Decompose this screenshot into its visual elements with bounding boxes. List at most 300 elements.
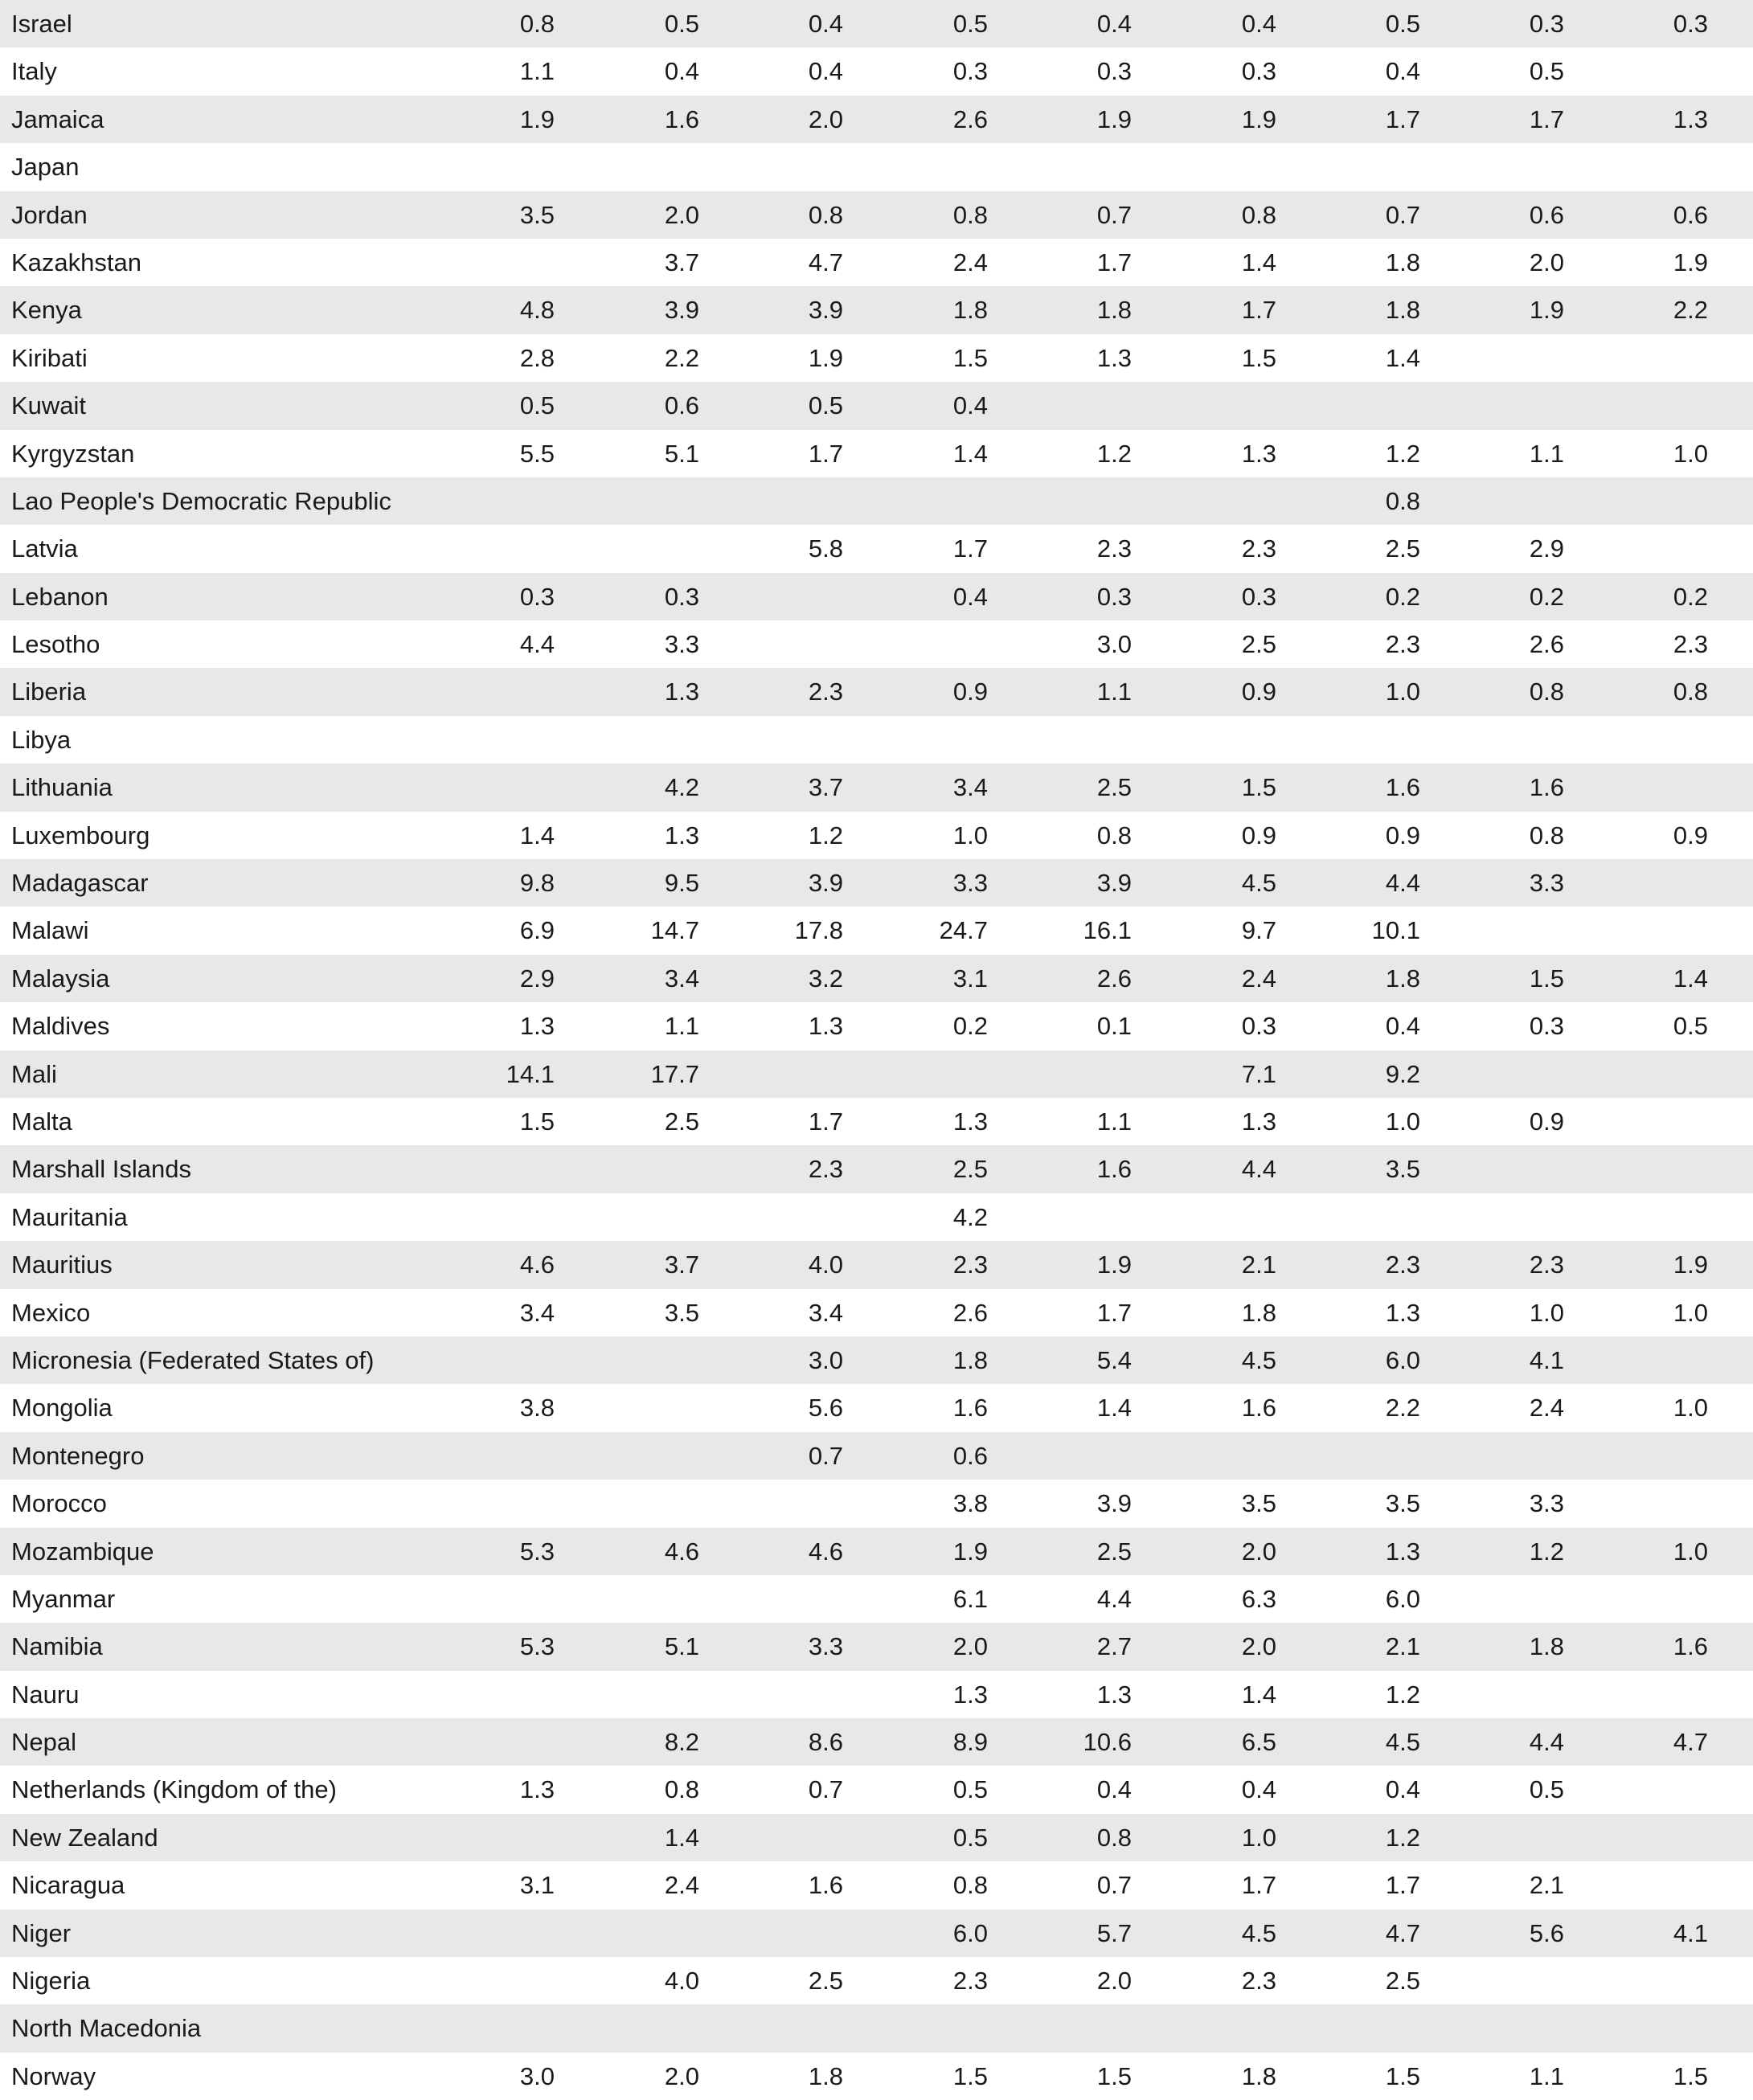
country-name: Latvia — [11, 534, 78, 563]
value-cell: 2.8 — [519, 343, 555, 372]
value-cell — [458, 1814, 555, 1861]
value-cell: 4.2 — [664, 773, 699, 802]
value-cell: 0.4 — [1385, 57, 1420, 86]
value-cell: 1.9 — [1673, 248, 1708, 276]
value-cell: 0.7 — [808, 1441, 843, 1470]
value-cell — [747, 1814, 843, 1861]
value-cell — [458, 1671, 555, 1718]
value-cell — [1468, 334, 1564, 382]
value-cell: 4.7 — [1673, 1728, 1708, 1757]
country-name: Libya — [11, 725, 72, 754]
value-cell: 0.3 — [1096, 582, 1132, 611]
value-cell — [1612, 1766, 1708, 1813]
value-cell: 1.5 — [1096, 2061, 1132, 2090]
value-cell: 0.8 — [664, 1775, 699, 1804]
value-cell: 2.0 — [1241, 1632, 1276, 1661]
table-row — [0, 477, 1753, 525]
value-cell: 1.4 — [1241, 1680, 1276, 1709]
value-cell — [603, 525, 699, 572]
value-cell — [1612, 1432, 1708, 1480]
value-cell — [747, 1480, 843, 1527]
country-name: Kazakhstan — [11, 248, 141, 276]
value-cell — [1612, 1098, 1708, 1145]
value-cell — [458, 143, 555, 190]
value-cell: 0.4 — [1241, 10, 1276, 38]
value-cell: 8.2 — [664, 1728, 699, 1757]
country-name: Liberia — [11, 677, 87, 706]
value-cell: 0.5 — [664, 10, 699, 38]
value-cell: 1.7 — [952, 534, 988, 563]
value-cell: 0.8 — [1673, 677, 1708, 706]
value-cell: 0.4 — [1096, 10, 1132, 38]
value-cell: 2.6 — [952, 104, 988, 133]
country-name: Kuwait — [11, 391, 87, 420]
value-cell: 3.2 — [808, 964, 843, 993]
value-cell: 2.3 — [1529, 1251, 1564, 1279]
value-cell: 5.1 — [664, 439, 699, 468]
value-cell — [891, 620, 988, 668]
value-cell — [1612, 477, 1708, 525]
value-cell — [747, 620, 843, 668]
value-cell: 0.3 — [1241, 1012, 1276, 1041]
value-cell — [458, 2004, 555, 2052]
value-cell: 5.7 — [1096, 1918, 1132, 1947]
value-cell: 0.3 — [664, 582, 699, 611]
value-cell — [458, 1910, 555, 1957]
table-row — [0, 1145, 1753, 1193]
value-cell: 2.0 — [1529, 248, 1564, 276]
value-cell: 3.8 — [952, 1489, 988, 1518]
value-cell: 1.4 — [1385, 343, 1420, 372]
value-cell: 4.6 — [519, 1251, 555, 1279]
value-cell — [1612, 1575, 1708, 1623]
value-cell: 3.4 — [952, 773, 988, 802]
value-cell: 1.1 — [664, 1012, 699, 1041]
table-row — [0, 1861, 1753, 1909]
table-row — [0, 239, 1753, 286]
value-cell: 2.5 — [808, 1967, 843, 1996]
value-cell: 4.4 — [1096, 1584, 1132, 1613]
value-cell: 1.7 — [1385, 104, 1420, 133]
value-cell — [1612, 47, 1708, 95]
value-cell — [1180, 143, 1276, 190]
value-cell: 2.4 — [1529, 1394, 1564, 1423]
country-name: Malaysia — [11, 964, 110, 993]
value-cell: 4.1 — [1673, 1918, 1708, 1947]
value-cell: 2.0 — [664, 200, 699, 229]
value-cell — [1468, 1957, 1564, 2004]
value-cell — [1612, 525, 1708, 572]
value-cell: 0.2 — [952, 1012, 988, 1041]
value-cell: 1.8 — [952, 296, 988, 325]
value-cell: 6.5 — [1241, 1728, 1276, 1757]
table-row — [0, 668, 1753, 715]
country-name: Malta — [11, 1107, 72, 1136]
value-cell: 0.8 — [1529, 821, 1564, 849]
value-cell — [747, 1671, 843, 1718]
country-name: Kyrgyzstan — [11, 439, 135, 468]
country-name: Lesotho — [11, 630, 100, 659]
value-cell: 1.9 — [1096, 1251, 1132, 1279]
value-cell — [747, 477, 843, 525]
country-name: Japan — [11, 153, 80, 182]
value-cell: 1.0 — [1673, 1394, 1708, 1423]
value-cell: 1.1 — [1096, 677, 1132, 706]
value-cell — [891, 716, 988, 763]
value-cell: 6.0 — [1385, 1584, 1420, 1613]
value-cell — [1612, 907, 1708, 954]
value-cell — [1035, 2004, 1132, 2052]
value-cell — [458, 1480, 555, 1527]
value-cell: 4.0 — [808, 1251, 843, 1279]
value-cell — [747, 1910, 843, 1957]
value-cell: 3.4 — [808, 1298, 843, 1327]
value-cell: 2.1 — [1385, 1632, 1420, 1661]
table-row — [0, 286, 1753, 334]
value-cell: 2.0 — [1241, 1537, 1276, 1566]
value-cell: 0.1 — [1096, 1012, 1132, 1041]
value-cell: 1.8 — [952, 1345, 988, 1374]
value-cell: 4.4 — [1241, 1155, 1276, 1184]
value-cell: 14.7 — [650, 916, 699, 945]
value-cell: 0.8 — [1385, 486, 1420, 515]
value-cell: 1.2 — [1385, 439, 1420, 468]
table-row — [0, 191, 1753, 239]
table-row — [0, 573, 1753, 620]
value-cell — [603, 2004, 699, 2052]
value-cell: 2.4 — [664, 1871, 699, 1900]
value-cell — [1612, 1145, 1708, 1193]
value-cell — [1612, 859, 1708, 907]
value-cell — [891, 477, 988, 525]
value-cell — [1035, 1050, 1132, 1098]
country-name: Lithuania — [11, 773, 113, 802]
value-cell — [1035, 1193, 1132, 1241]
value-cell: 3.3 — [952, 869, 988, 898]
value-cell: 0.9 — [1385, 821, 1420, 849]
value-cell: 3.9 — [808, 296, 843, 325]
value-cell: 2.2 — [664, 343, 699, 372]
value-cell: 1.3 — [952, 1680, 988, 1709]
value-cell: 2.1 — [1529, 1871, 1564, 1900]
value-cell: 1.2 — [1385, 1823, 1420, 1852]
value-cell: 1.7 — [1529, 104, 1564, 133]
value-cell: 2.2 — [1673, 296, 1708, 325]
value-cell: 5.1 — [664, 1632, 699, 1661]
value-cell — [747, 573, 843, 620]
value-cell — [1035, 1432, 1132, 1480]
value-cell: 3.7 — [664, 1251, 699, 1279]
value-cell — [603, 1671, 699, 1718]
value-cell: 1.5 — [952, 2061, 988, 2090]
value-cell — [603, 1145, 699, 1193]
table-row — [0, 1002, 1753, 1050]
value-cell: 3.5 — [519, 200, 555, 229]
value-cell: 1.6 — [1241, 1394, 1276, 1423]
table-row — [0, 1193, 1753, 1241]
value-cell: 0.8 — [808, 200, 843, 229]
value-cell: 1.5 — [1385, 2061, 1420, 2090]
value-cell: 0.5 — [519, 391, 555, 420]
table-row — [0, 763, 1753, 811]
value-cell: 1.0 — [1241, 1823, 1276, 1852]
value-cell: 0.4 — [1241, 1775, 1276, 1804]
value-cell — [603, 1480, 699, 1527]
table-row — [0, 907, 1753, 954]
value-cell — [1612, 1480, 1708, 1527]
value-cell: 0.4 — [952, 391, 988, 420]
value-cell — [458, 716, 555, 763]
value-cell: 1.8 — [1241, 1298, 1276, 1327]
value-cell: 1.7 — [1096, 248, 1132, 276]
value-cell: 3.5 — [1385, 1489, 1420, 1518]
value-cell: 3.1 — [519, 1871, 555, 1900]
value-cell: 0.5 — [952, 1823, 988, 1852]
value-cell: 1.3 — [1385, 1298, 1420, 1327]
value-cell — [1180, 716, 1276, 763]
value-cell: 1.9 — [1241, 104, 1276, 133]
value-cell: 0.9 — [952, 677, 988, 706]
value-cell — [1612, 1193, 1708, 1241]
value-cell: 0.7 — [1096, 200, 1132, 229]
value-cell: 0.8 — [1096, 1823, 1132, 1852]
value-cell — [603, 477, 699, 525]
value-cell — [458, 1193, 555, 1241]
value-cell: 4.6 — [664, 1537, 699, 1566]
value-cell: 2.3 — [808, 1155, 843, 1184]
value-cell: 1.2 — [808, 821, 843, 849]
value-cell: 0.2 — [1529, 582, 1564, 611]
value-cell — [1324, 1432, 1420, 1480]
value-cell — [603, 1337, 699, 1384]
value-cell: 1.6 — [664, 104, 699, 133]
table-row — [0, 382, 1753, 429]
value-cell: 1.0 — [1673, 1537, 1708, 1566]
value-cell: 1.3 — [1096, 343, 1132, 372]
value-cell: 0.5 — [952, 1775, 988, 1804]
value-cell: 2.3 — [1673, 630, 1708, 659]
value-cell: 2.3 — [808, 677, 843, 706]
value-cell: 10.6 — [1083, 1728, 1132, 1757]
value-cell — [1468, 477, 1564, 525]
value-cell: 1.6 — [1385, 773, 1420, 802]
value-cell: 1.5 — [519, 1107, 555, 1136]
value-cell — [747, 1050, 843, 1098]
value-cell: 1.3 — [664, 821, 699, 849]
value-cell: 4.4 — [1385, 869, 1420, 898]
value-cell — [1468, 1575, 1564, 1623]
value-cell — [1468, 1671, 1564, 1718]
country-name: Morocco — [11, 1489, 107, 1518]
value-cell: 0.9 — [1673, 821, 1708, 849]
country-name: Luxembourg — [11, 821, 150, 849]
country-name: Nauru — [11, 1680, 80, 1709]
value-cell — [1612, 2004, 1708, 2052]
value-cell — [603, 1432, 699, 1480]
value-cell: 0.4 — [1385, 1775, 1420, 1804]
country-name: Norway — [11, 2061, 96, 2090]
value-cell: 0.3 — [1529, 1012, 1564, 1041]
country-name: Nicaragua — [11, 1871, 125, 1900]
value-cell: 2.4 — [1241, 964, 1276, 993]
table-row — [0, 1910, 1753, 1957]
value-cell: 1.2 — [1385, 1680, 1420, 1709]
value-cell — [1468, 1193, 1564, 1241]
value-cell: 1.0 — [1385, 677, 1420, 706]
value-cell: 0.4 — [664, 57, 699, 86]
value-cell — [1612, 1050, 1708, 1098]
table-row — [0, 2004, 1753, 2052]
country-name: Mauritania — [11, 1202, 128, 1231]
value-cell: 1.6 — [952, 1394, 988, 1423]
value-cell — [458, 525, 555, 572]
value-cell — [458, 1575, 555, 1623]
value-cell: 1.9 — [808, 343, 843, 372]
value-cell: 3.7 — [664, 248, 699, 276]
table-row — [0, 1289, 1753, 1337]
value-cell: 1.9 — [952, 1537, 988, 1566]
value-cell: 1.1 — [1529, 439, 1564, 468]
table-row — [0, 1337, 1753, 1384]
value-cell — [603, 1575, 699, 1623]
table-row — [0, 1814, 1753, 1861]
value-cell: 5.3 — [519, 1537, 555, 1566]
value-cell — [1035, 143, 1132, 190]
value-cell: 0.8 — [952, 200, 988, 229]
value-cell: 1.5 — [1529, 964, 1564, 993]
table-row — [0, 1098, 1753, 1145]
value-cell: 0.4 — [808, 10, 843, 38]
value-cell: 2.6 — [1529, 630, 1564, 659]
value-cell: 1.1 — [1529, 2061, 1564, 2090]
value-cell: 2.0 — [952, 1632, 988, 1661]
country-name: Nepal — [11, 1728, 76, 1757]
value-cell — [747, 2004, 843, 2052]
value-cell — [1468, 1432, 1564, 1480]
value-cell: 3.9 — [1096, 869, 1132, 898]
value-cell: 1.8 — [808, 2061, 843, 2090]
value-cell: 8.9 — [952, 1728, 988, 1757]
value-cell: 2.9 — [519, 964, 555, 993]
value-cell: 3.9 — [808, 869, 843, 898]
value-cell: 4.5 — [1241, 869, 1276, 898]
value-cell — [1035, 382, 1132, 429]
value-cell: 2.3 — [1385, 1251, 1420, 1279]
value-cell: 1.7 — [1241, 1871, 1276, 1900]
value-cell — [1324, 1193, 1420, 1241]
table-row — [0, 1241, 1753, 1288]
value-cell — [1612, 143, 1708, 190]
value-cell: 4.5 — [1241, 1918, 1276, 1947]
value-cell: 0.8 — [952, 1871, 988, 1900]
value-cell: 3.0 — [808, 1345, 843, 1374]
value-cell: 0.9 — [1241, 677, 1276, 706]
value-cell: 6.1 — [952, 1584, 988, 1613]
country-name: Myanmar — [11, 1584, 116, 1613]
value-cell: 0.8 — [519, 10, 555, 38]
value-cell: 1.4 — [519, 821, 555, 849]
value-cell — [1468, 143, 1564, 190]
country-name: Jordan — [11, 200, 88, 229]
value-cell: 0.7 — [1096, 1871, 1132, 1900]
value-cell: 4.5 — [1385, 1728, 1420, 1757]
value-cell: 2.3 — [952, 1251, 988, 1279]
value-cell — [1612, 382, 1708, 429]
value-cell: 0.9 — [1241, 821, 1276, 849]
value-cell — [1324, 143, 1420, 190]
value-cell — [747, 716, 843, 763]
value-cell — [747, 143, 843, 190]
table-row — [0, 1432, 1753, 1480]
value-cell — [1035, 477, 1132, 525]
value-cell: 1.6 — [808, 1871, 843, 1900]
value-cell: 2.5 — [952, 1155, 988, 1184]
value-cell — [1612, 763, 1708, 811]
value-cell: 1.6 — [1096, 1155, 1132, 1184]
table-row — [0, 96, 1753, 143]
value-cell: 4.4 — [519, 630, 555, 659]
value-cell: 17.7 — [650, 1059, 699, 1088]
table-row — [0, 1957, 1753, 2004]
country-name: Mongolia — [11, 1394, 113, 1423]
value-cell — [1468, 1050, 1564, 1098]
value-cell — [603, 1384, 699, 1431]
value-cell: 0.5 — [952, 10, 988, 38]
value-cell — [458, 477, 555, 525]
value-cell — [458, 1718, 555, 1766]
value-cell: 3.3 — [808, 1632, 843, 1661]
value-cell: 0.2 — [1673, 582, 1708, 611]
value-cell — [603, 1910, 699, 1957]
value-cell: 1.3 — [1673, 104, 1708, 133]
value-cell: 0.6 — [664, 391, 699, 420]
value-cell: 0.4 — [1385, 1012, 1420, 1041]
value-cell: 2.5 — [664, 1107, 699, 1136]
value-cell — [1468, 716, 1564, 763]
country-name: Italy — [11, 57, 57, 86]
value-cell: 1.0 — [952, 821, 988, 849]
value-cell — [1324, 716, 1420, 763]
value-cell: 3.3 — [1529, 869, 1564, 898]
value-cell: 1.4 — [664, 1823, 699, 1852]
value-cell: 2.5 — [1385, 1967, 1420, 1996]
value-cell: 1.8 — [1385, 248, 1420, 276]
value-cell: 1.3 — [519, 1775, 555, 1804]
value-cell: 5.6 — [808, 1394, 843, 1423]
country-name: Niger — [11, 1918, 72, 1947]
value-cell — [1612, 716, 1708, 763]
value-cell: 1.6 — [1673, 1632, 1708, 1661]
value-cell — [1612, 1861, 1708, 1909]
value-cell — [1180, 2004, 1276, 2052]
value-cell: 2.2 — [1385, 1394, 1420, 1423]
value-cell — [1180, 382, 1276, 429]
value-cell — [891, 1050, 988, 1098]
value-cell: 2.6 — [1096, 964, 1132, 993]
value-cell: 24.7 — [939, 916, 988, 945]
value-cell: 2.0 — [808, 104, 843, 133]
value-cell — [1612, 1957, 1708, 2004]
value-cell: 2.7 — [1096, 1632, 1132, 1661]
value-cell: 1.0 — [1529, 1298, 1564, 1327]
country-name: Maldives — [11, 1012, 110, 1041]
table-row — [0, 1384, 1753, 1431]
value-cell: 1.1 — [519, 57, 555, 86]
value-cell: 3.5 — [1385, 1155, 1420, 1184]
value-cell: 0.6 — [952, 1441, 988, 1470]
value-cell: 0.3 — [1241, 57, 1276, 86]
value-cell: 4.0 — [664, 1967, 699, 1996]
